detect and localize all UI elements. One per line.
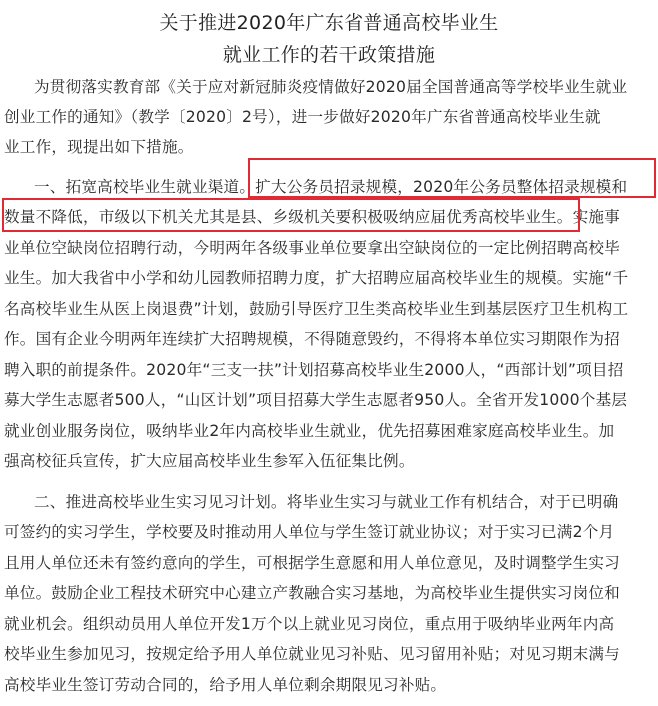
section-two-line: 单位。鼓励企业工程技术研究中心建立产教融合实习基地，为高校毕业生提供实习岗位和 bbox=[4, 584, 620, 602]
highlight-box-top bbox=[248, 158, 656, 198]
paragraph-intro-line: 为贯彻落实教育部《关于应对新冠肺炎疫情做好2020届全国普通高等学校毕业生就业 bbox=[34, 78, 628, 96]
document-title-line-2: 就业工作的若干政策措施 bbox=[222, 44, 436, 66]
section-one-line: 就业创业服务岗位，吸纳毕业2年内高校毕业生就业，优先招募困难家庭高校毕业生。加 bbox=[4, 422, 615, 440]
section-two-line: 二、推进高校毕业生实习见习计划。将毕业生实习与就业工作有机结合，对于已明确 bbox=[34, 493, 619, 511]
section-two-line: 可签约的实习学生，学校要及时推动用人单位与学生签订就业协议；对于实习已满2个月 bbox=[4, 523, 615, 541]
section-one-line: 强高校征兵宣传，扩大应届高校毕业生参军入伍征集比例。 bbox=[4, 452, 415, 470]
section-one-line: 聘入职的前提条件。2020年“三支一扶”计划招募高校毕业生2000人，“西部计划”项目招 bbox=[4, 361, 624, 379]
section-two-line: 且用人单位还未有签约意向的学生，可根据学生意愿和用人单位意见，及时调整学生实习 bbox=[4, 554, 620, 572]
section-one-line: 数量不降低，市级以下机关尤其是县、乡级机关要积极吸纳应届优秀高校毕业生。实施事 bbox=[4, 208, 620, 226]
section-two-line: 就业机会。组织动员用人单位开发1万个以上就业见习岗位，重点用于吸纳毕业两年内高 bbox=[4, 615, 615, 633]
document-title-line-1: 关于推进2020年广东省普通高校毕业生 bbox=[159, 12, 499, 34]
section-one-line: 募大学生志愿者500人，“山区计划”项目招募大学生志愿者950人。全省开发1000个基层 bbox=[4, 391, 628, 409]
highlight-box-bottom bbox=[2, 198, 580, 232]
section-one-line: 作。国有企业今明两年连续扩大招聘规模，不得随意毁约，不得将本单位实习期限作为招 bbox=[4, 330, 620, 348]
section-two-line: 校毕业生参加见习，按规定给予用人单位就业见习补贴、见习留用补贴；对见习期末满与 bbox=[4, 645, 620, 663]
section-one-line: 名高校毕业生从医上岗退费”计划，鼓励引导医疗卫生类高校毕业生到基层医疗卫生机构工 bbox=[4, 300, 629, 318]
section-one-line: 业生。加大我省中小学和幼儿园教师招聘力度，扩大招聘应届高校毕业生的规模。实施“千 bbox=[4, 269, 629, 287]
paragraph-intro-line: 创业工作的通知》（教学〔2020〕2号），进一步做好2020年广东省普通高校毕业生就 bbox=[4, 108, 601, 126]
section-one-line: 一、拓宽高校毕业生就业渠道。扩大公务员招录规模，2020年公务员整体招录规模和 bbox=[34, 178, 628, 196]
paragraph-intro-line: 业工作，现提出如下措施。 bbox=[4, 138, 194, 156]
section-one-line: 业单位空缺岗位招聘行动，今明两年各级事业单位要拿出空缺岗位的一定比例招聘高校毕 bbox=[4, 239, 620, 257]
section-two-line: 高校毕业生签订劳动合同的，给予用人单位剩余期限见习补贴。 bbox=[4, 676, 447, 694]
